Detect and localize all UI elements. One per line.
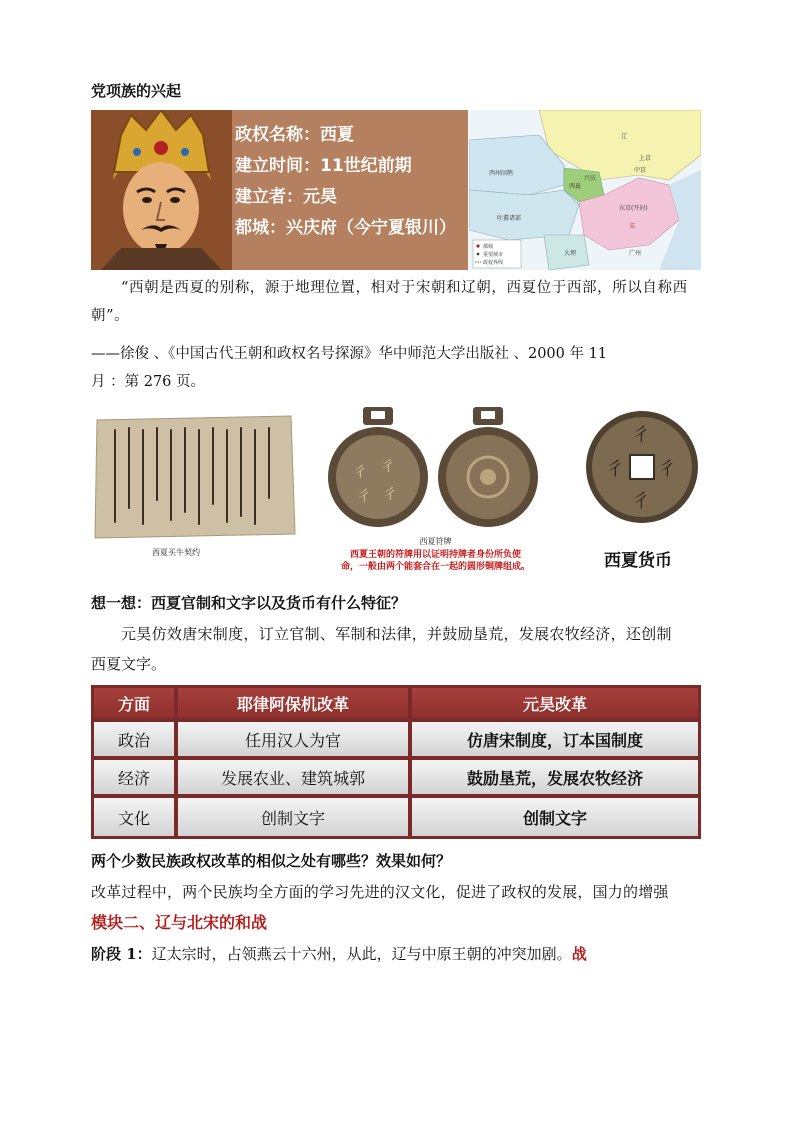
map-label-song: 宋 bbox=[629, 223, 636, 230]
svg-text:彳: 彳 bbox=[606, 459, 624, 480]
compare-answer: 改革过程中，两个民族均全方面的学习先进的汉文化，促进了政权的发展，国力的增强 bbox=[91, 883, 669, 901]
founder: 建立者：元昊 bbox=[235, 187, 337, 207]
currency-title: 西夏货币 bbox=[604, 551, 672, 571]
stage1-line bbox=[91, 940, 587, 968]
table-row-culture-label: 文化 bbox=[94, 798, 174, 836]
table-row-culture-abaoji: 创制文字 bbox=[178, 798, 408, 836]
contract-label: 西夏买牛契约 bbox=[152, 548, 200, 557]
table-row-economy-yuanhao: 鼓励垦荒，发展农牧经济 bbox=[412, 760, 698, 794]
quote-source-line2: 月 ：第 276 页。 bbox=[91, 374, 206, 390]
table-header-abaoji: 耶律阿保机改革 bbox=[178, 688, 408, 718]
think-answer-line1: 元昊仿效唐宋制度，订立官制、军制和法律，并鼓励垦荒，发展农牧经济，还创制 bbox=[121, 625, 672, 643]
token-images bbox=[323, 405, 548, 580]
capital: 都城：兴庆府（今宁夏银川） bbox=[235, 218, 456, 238]
reform-comparison-table bbox=[91, 685, 701, 839]
regime-info-panel bbox=[232, 110, 468, 270]
svg-text:彳: 彳 bbox=[632, 425, 650, 446]
think-question: 想一想：西夏官制和文字以及货币有什么特征？ bbox=[91, 594, 407, 612]
svg-text:彳: 彳 bbox=[632, 491, 650, 512]
table-row-culture-yuanhao: 创制文字 bbox=[412, 798, 698, 836]
map-label-liao: 辽 bbox=[621, 133, 628, 140]
svg-text:彳: 彳 bbox=[353, 465, 367, 481]
table-row-politics-yuanhao: 仿唐宋制度，订本国制度 bbox=[412, 722, 698, 756]
quote-source-line1: ——徐俊 、《中国古代王朝和政权名号探源》华中师范大学出版社 、2000 年 11 bbox=[91, 346, 608, 362]
stage1-label: 阶段 1： bbox=[91, 945, 152, 963]
map-label-dongjing: 东京(开封) bbox=[619, 205, 648, 212]
song-liao-xia-map bbox=[469, 110, 701, 270]
regime-name: 政权名称：西夏 bbox=[235, 125, 354, 145]
table-row-economy-abaoji: 发展农业、建筑城郭 bbox=[178, 760, 408, 794]
founding-time: 建立时间：11世纪前期 bbox=[235, 156, 412, 176]
module-title: 模块二、辽与北宋的和战 bbox=[91, 913, 268, 932]
map-legend-city: 重要城市 bbox=[483, 252, 504, 258]
table-header-aspect: 方面 bbox=[94, 688, 174, 718]
map-label-xixia: 西夏 bbox=[569, 183, 582, 190]
currency-image bbox=[582, 409, 702, 574]
map-label-xingqing: 兴庆 bbox=[584, 175, 597, 182]
svg-text:彳: 彳 bbox=[357, 489, 371, 505]
svg-text:彳: 彳 bbox=[658, 459, 676, 480]
compare-question: 两个少数民族政权改革的相似之处有哪些？效果如何？ bbox=[91, 852, 452, 870]
table-header-yuanhao: 元昊改革 bbox=[412, 688, 698, 718]
think-answer-line2: 西夏文字。 bbox=[91, 655, 167, 673]
map-label-shangjing: 上京 bbox=[639, 155, 652, 162]
table-row-politics-label: 政治 bbox=[94, 722, 174, 756]
cattle-contract-image bbox=[91, 412, 299, 557]
stage1-text: 辽太宗时，占领燕云十六州，从此，辽与中原王朝的冲突加剧。 bbox=[151, 945, 572, 963]
svg-text:彳: 彳 bbox=[381, 459, 395, 475]
map-label-xizhou: 西州回鹘 bbox=[489, 170, 514, 177]
token-caption-line1: 西夏王朝的符牌用以证明持牌者身份所负使 bbox=[349, 550, 521, 560]
table-row-politics-abaoji: 任用汉人为官 bbox=[178, 722, 408, 756]
yuanhao-portrait bbox=[91, 110, 232, 270]
table-row-economy-label: 经济 bbox=[94, 760, 174, 794]
map-legend-capital: 都城 bbox=[483, 244, 494, 250]
stage1-tail: 战 bbox=[571, 945, 587, 963]
map-label-guangzhou: 广州 bbox=[629, 250, 642, 257]
section-title: 党项族的兴起 bbox=[91, 82, 182, 100]
token-caption-line2: 命，一般由两个能套合在一起的圆形铜牌组成。 bbox=[340, 562, 530, 572]
token-label: 西夏符牌 bbox=[419, 537, 452, 546]
map-legend-border: 政权界线 bbox=[483, 260, 504, 266]
map-label-zhongjing: 中京 bbox=[634, 167, 647, 174]
quote-text: “西朝是西夏的别称，源于地理位置，相对于宋朝和辽朝，西夏位于西部，所以自称西朝”。 bbox=[91, 280, 688, 324]
map-label-tufan: 吐蕃诸部 bbox=[497, 215, 522, 222]
map-label-dali: 大理 bbox=[564, 250, 577, 257]
svg-text:彳: 彳 bbox=[383, 487, 397, 503]
